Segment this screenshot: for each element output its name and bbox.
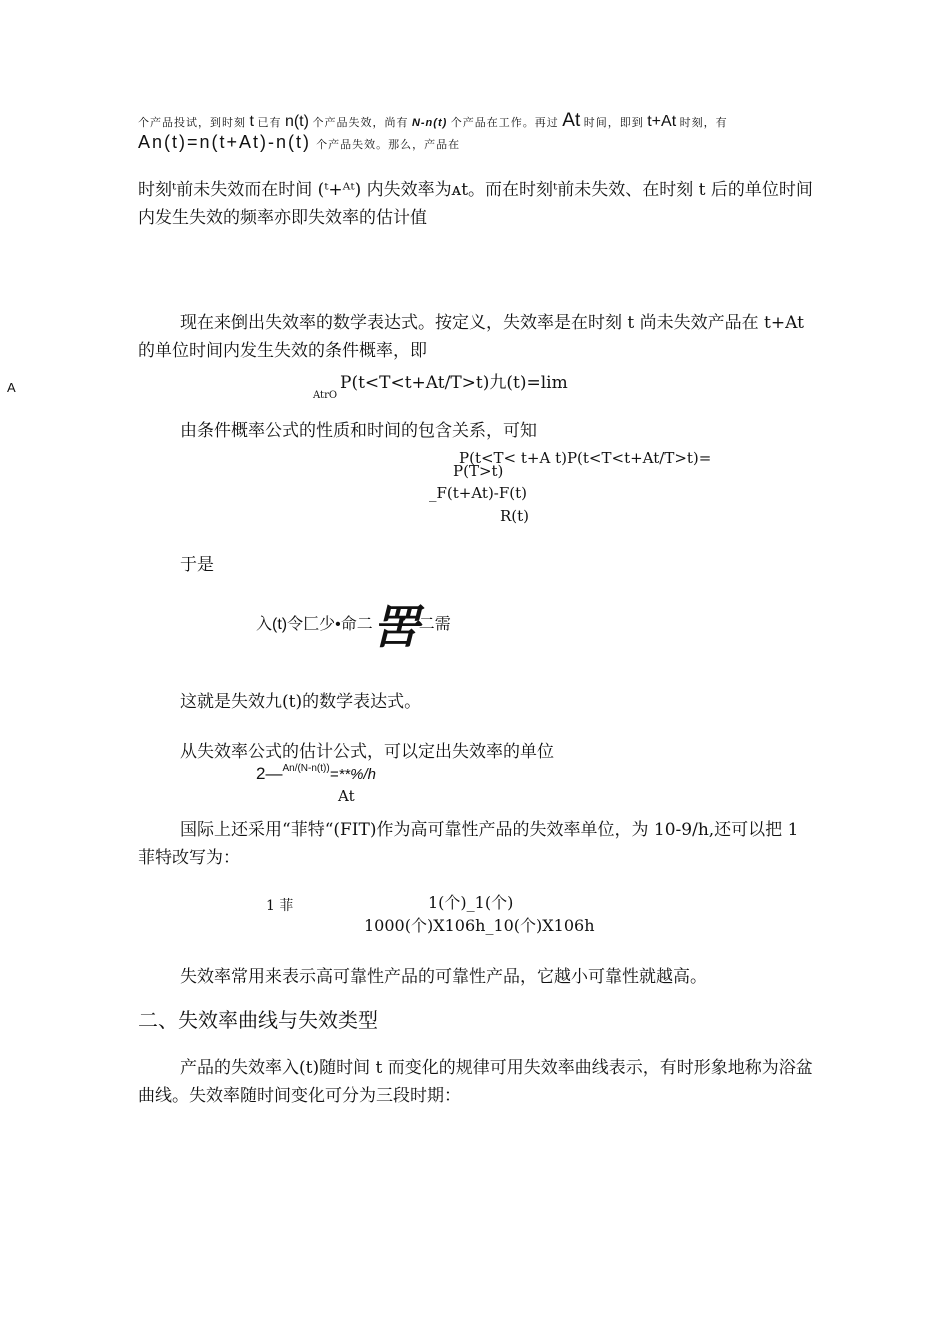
equation-distribution-diff: _F(t+At)-F(t) xyxy=(429,484,528,502)
intro-symbol: t xyxy=(249,113,254,130)
intro-symbol: N-n(t) xyxy=(411,117,448,129)
delta-n-formula: An(t)=n(t+At)-n(t) xyxy=(138,132,312,152)
equation-failure-rate-right: 二需 xyxy=(418,616,451,633)
intro-line-2 xyxy=(138,132,460,153)
equation-limit-subscript: AtrO xyxy=(313,390,338,401)
equation-unit-denominator: At xyxy=(338,787,355,805)
paragraph-fit: 国际上还采用“菲特“(FIT)作为高可靠性产品的失效率单位，为 10-9/h,还可以把 1 菲特改写为： xyxy=(138,820,799,868)
paragraph-unit: 从失效率公式的估计公式，可以定出失效率的单位 xyxy=(180,742,554,762)
text-therefore: 于是 xyxy=(180,555,214,575)
equation-unit-lead: 2— xyxy=(256,764,283,783)
equation-unit-numerator: An/(N-n(t)) xyxy=(282,763,330,774)
intro-text: 个产品失效，尚有 xyxy=(312,116,409,129)
equation-failure-rate xyxy=(256,598,451,652)
equation-failure-rate-left: 入(t)令匚少•命二 xyxy=(256,616,373,633)
paragraph-expression: 这就是失效九(t)的数学表达式。 xyxy=(180,692,422,712)
intro-symbol: t+At xyxy=(647,113,677,130)
equation-fit-label: 1 菲 xyxy=(266,898,294,914)
intro-text: 已有 xyxy=(257,116,282,129)
intro-text: 个产品失效。那么，产品在 xyxy=(316,138,461,151)
equation-failure-rate-big-glyph: 罟 xyxy=(372,601,419,653)
intro-symbol: At xyxy=(562,110,581,131)
equation-reliability: R(t) xyxy=(500,507,530,525)
intro-symbol: n(t) xyxy=(284,113,309,130)
equation-fit-numerator: 1(个)_1(个) xyxy=(428,893,514,912)
equation-limit: P(t<T<t+At/T>t)九(t)=lim xyxy=(340,373,568,393)
section-heading: 二、失效率曲线与失效类型 xyxy=(138,1008,378,1032)
equation-unit-result: =**%/h xyxy=(329,766,376,783)
margin-letter: A xyxy=(7,380,16,395)
equation-fit-denominator: 1000(个)X106h_10(个)X106h xyxy=(364,916,595,935)
paragraph-estimate: 时刻ᵗ前未失效而在时间 (ᵗ+ᴬᵗ) 内失效率为ᴀt。而在时刻ᵗ前未失效、在时刻 t 后的单位时间内发生失效的频率亦即失效率的估计值 xyxy=(138,180,813,228)
intro-line-1 xyxy=(138,110,728,132)
equation-conditional-denominator: P(T>t) xyxy=(453,462,504,480)
intro-text: 个产品在工作。再过 xyxy=(450,116,559,129)
intro-text: 时间，即到 xyxy=(583,116,644,129)
paragraph-conditional: 由条件概率公式的性质和时间的包含关系，可知 xyxy=(180,421,537,441)
paragraph-bathtub: 产品的失效率入(t)随时间 t 而变化的规律可用失效率曲线表示，有时形象地称为浴盆曲线。失效率随时间变化可分为三段时期： xyxy=(138,1058,813,1106)
equation-unit xyxy=(256,764,376,784)
paragraph-definition: 现在来倒出失效率的数学表达式。按定义，失效率是在时刻 t 尚未失效产品在 t+At 的单位时间内发生失效的条件概率，即 xyxy=(138,313,804,361)
equation-conditional-top: P(t<T< t+A t)P(t<T<t+At/T>t)= xyxy=(459,449,712,467)
intro-text: 个产品投试，到时刻 xyxy=(138,116,246,129)
paragraph-reliability: 失效率常用来表示高可靠性产品的可靠性产品，它越小可靠性就越高。 xyxy=(180,967,707,987)
intro-text: 时刻，有 xyxy=(679,116,728,129)
